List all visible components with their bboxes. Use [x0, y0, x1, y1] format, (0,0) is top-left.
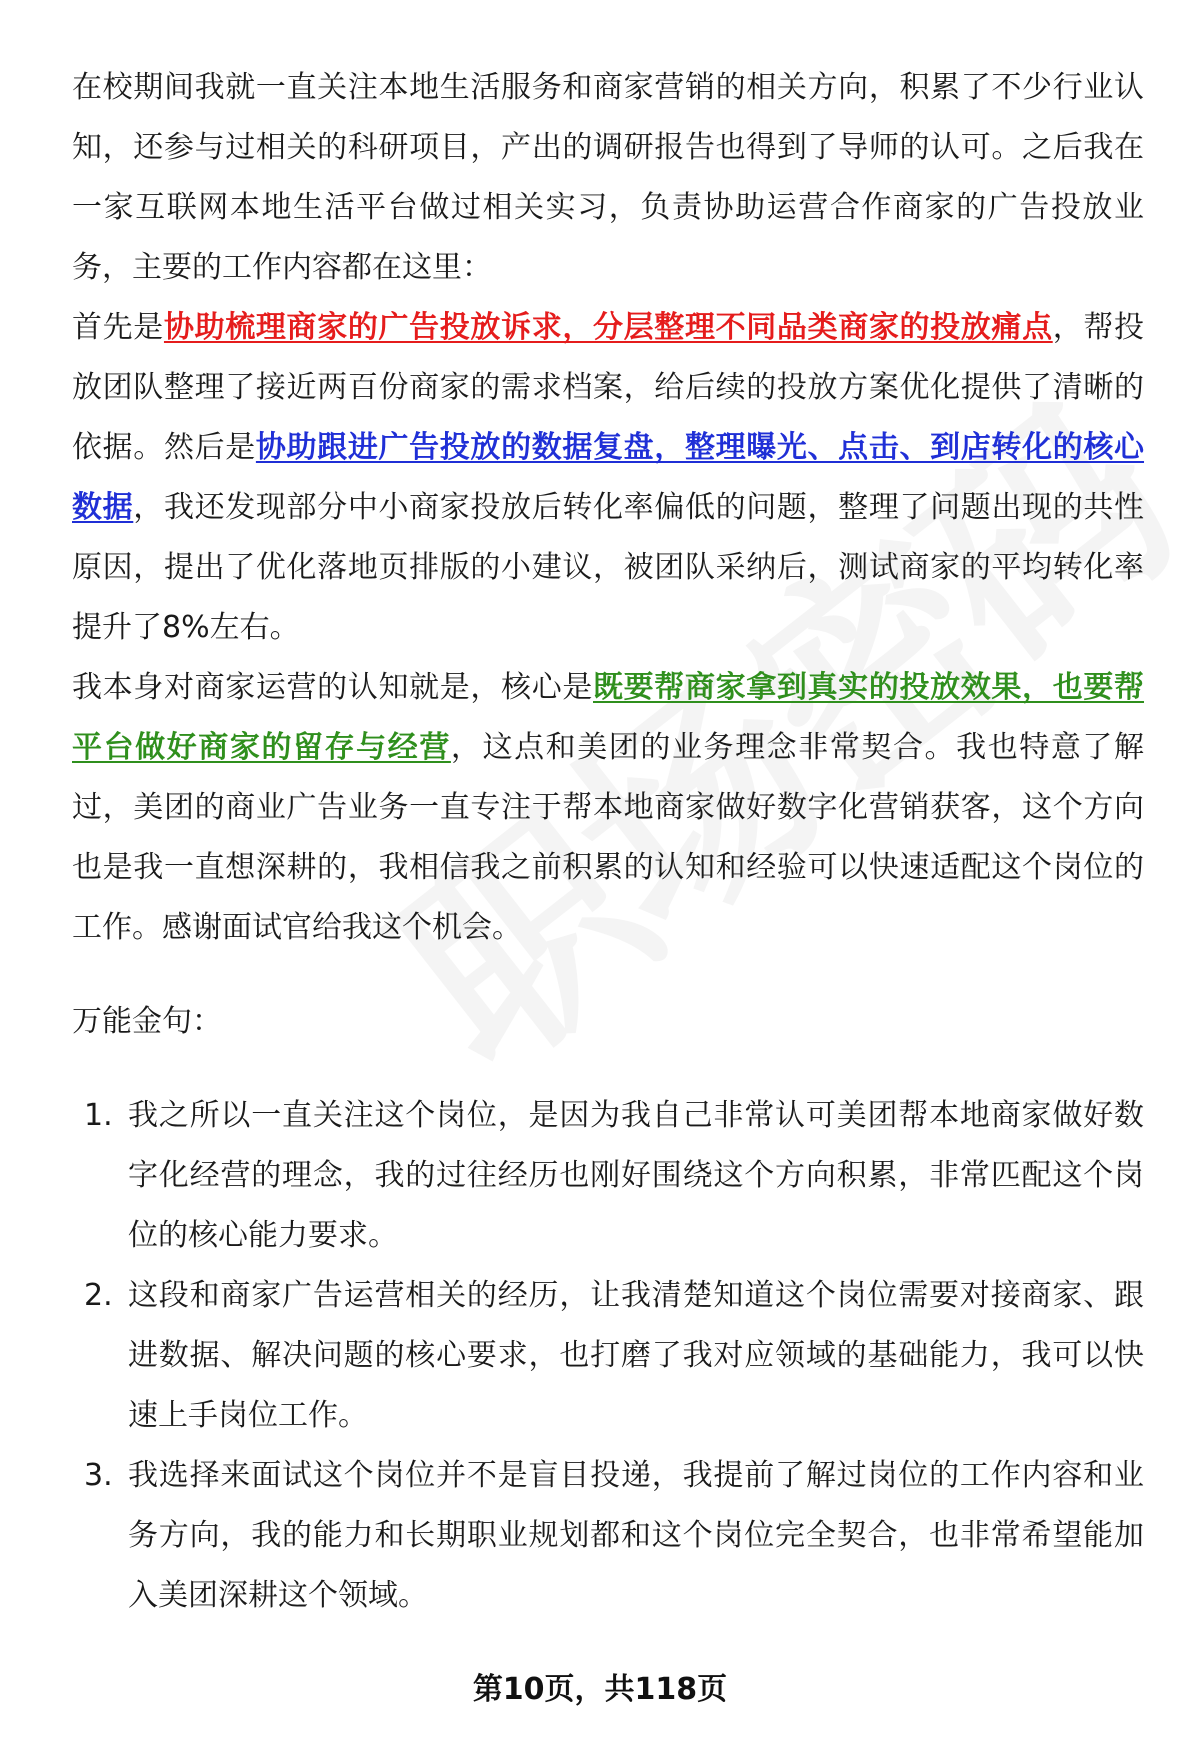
work-details-paragraph [72, 298, 1144, 658]
golden-sentences-heading: 万能金句： [72, 1004, 222, 1039]
work-details-prefix: 首先是 [72, 310, 164, 345]
list-item-number: 2. [84, 1278, 113, 1313]
highlight-green: 既要帮商家拿到真实的投放效果，也要帮平台做好商家的留存与经营 [72, 670, 1144, 765]
understanding-prefix: 我本身对商家运营的认知就是，核心是 [72, 670, 593, 705]
highlight-red: 协助梳理商家的广告投放诉求，分层整理不同品类商家的投放痛点 [163, 310, 1053, 345]
document-body [72, 58, 1144, 1626]
intro-paragraph: 在校期间我就一直关注本地生活服务和商家营销的相关方向，积累了不少行业认知，还参与过相关的科研项目，产出的调研报告也得到了导师的认可。之后我在一家互联网本地生活平台做过相关实习，负责协助运营合作商家的广告投放业务，主要的工作内容都在这里： [72, 70, 1144, 285]
understanding-suffix: ，这点和美团的业务理念非常契合。我也特意了解过，美团的商业广告业务一直专注于帮本地商家做好数字化营销获客，这个方向也是我一直想深耕的，我相信我之前积累的认知和经验可以快速适配这个岗位的工作。感谢面试官给我这个机会。 [72, 730, 1145, 945]
work-details-middle: ，帮投放团队整理了接近两百份商家的需求档案，给后续的投放方案优化提供了清晰的依据。然后是 [72, 310, 1145, 465]
list-item [72, 1086, 1144, 1266]
work-details-suffix: ，我还发现部分中小商家投放后转化率偏低的问题，整理了问题出现的共性原因，提出了优化落地页排版的小建议，被团队采纳后，测试商家的平均转化率提升了8%左右。 [72, 490, 1145, 645]
list-item-text: 我之所以一直关注这个岗位，是因为我自己非常认可美团帮本地商家做好数字化经营的理念，我的过往经历也刚好围绕这个方向积累，非常匹配这个岗位的核心能力要求。 [128, 1098, 1144, 1253]
highlight-blue: 协助跟进广告投放的数据复盘，整理曝光、点击、到店转化的核心数据 [72, 430, 1145, 525]
golden-sentences-list [72, 1086, 1144, 1626]
list-item [72, 1266, 1144, 1446]
list-item-text: 我选择来面试这个岗位并不是盲目投递，我提前了解过岗位的工作内容和业务方向，我的能力和长期职业规划都和这个岗位完全契合，也非常希望能加入美团深耕这个领域。 [128, 1458, 1144, 1613]
page-number-footer: 第10页，共118页 [472, 1672, 728, 1707]
list-item [72, 1446, 1144, 1626]
list-item-number: 1. [84, 1098, 113, 1133]
list-item-text: 这段和商家广告运营相关的经历，让我清楚知道这个岗位需要对接商家、跟进数据、解决问题的核心要求，也打磨了我对应领域的基础能力，我可以快速上手岗位工作。 [128, 1278, 1144, 1433]
list-item-number: 3. [84, 1458, 113, 1493]
understanding-paragraph [72, 658, 1144, 958]
